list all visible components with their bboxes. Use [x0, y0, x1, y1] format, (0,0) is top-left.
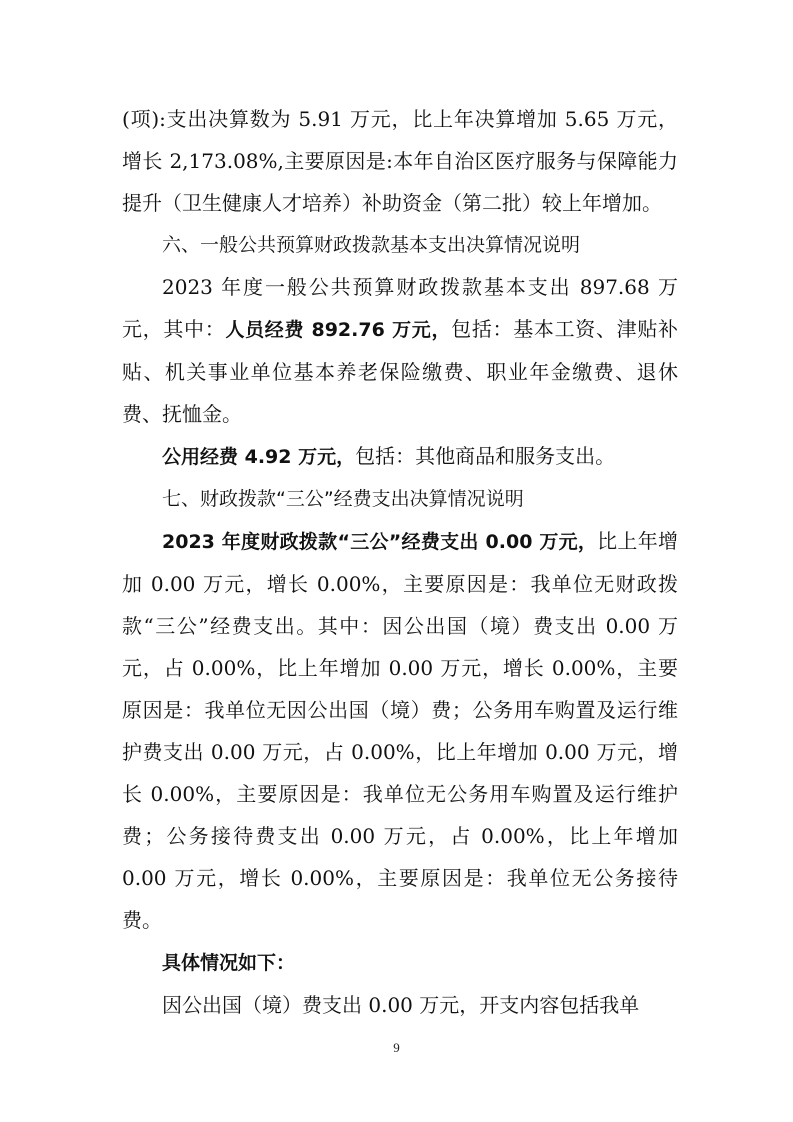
paragraph-three-public [122, 520, 678, 941]
paragraph-basic-expenditure [122, 266, 678, 435]
public-expense-bold: 公用经费 4.92 万元， [162, 446, 356, 468]
basic-expenditure-intro: 2023 年度一般公共预算财政拨款基本支出 897.68 万元，其中： [122, 275, 678, 341]
section-heading-7: 七、财政拨款“三公”经费支出决算情况说明 [162, 488, 524, 510]
paragraph-item-expense: (项):支出决算数为 5.91 万元，比上年决算增加 5.65 万元，增长 2,173.08%,主要原因是:本年自治区医疗服务与保障能力提升（卫生健康人才培养）补助资金（第二批）较上年增加。 [122, 107, 678, 215]
personnel-expense-detail: 包括：基本工资、津贴补贴、机关事业单位基本养老保险缴费、职业年金缴费、退休费、抚恤金。 [122, 317, 679, 426]
detail-heading-text: 具体情况如下： [162, 952, 296, 974]
section-heading-6: 六、一般公共预算财政拨款基本支出决算情况说明 [162, 234, 581, 256]
body-text [122, 98, 678, 1026]
three-public-bold: 2023 年度财政拨款“三公”经费支出 0.00 万元， [162, 531, 598, 553]
detail-heading [122, 941, 678, 984]
three-public-detail: 比上年增加 0.00 万元，增长 0.00%，主要原因是：我单位无财政拨款“三公”经费支出。其中：因公出国（境）费支出 0.00 万元，占 0.00%，比上年增加 0.00 万元，增长 0.00%，主要原因是：我单位无因公出国（境）费；公务用车购置及运行维护费支出 0.00 万元，占 0.00%，比上年增加 0.00 万元，增长 0.00%，主要原因是：我单位无公务用车购置及运行维护费；公务接待费支出 0.00 万元，占 0.00%，比上年增加 0.00 万元，增长 0.00%，主要原因是：我单位无公务接待费。 [122, 529, 678, 932]
page-number: 9 [393, 1040, 400, 1055]
paragraph-public-expense [122, 435, 678, 478]
public-expense-detail: 包括：其他商品和服务支出。 [355, 444, 616, 468]
personnel-expense-bold: 人员经费 892.76 万元， [225, 319, 452, 341]
paragraph-overseas-expense: 因公出国（境）费支出 0.00 万元，开支内容包括我单 [162, 993, 640, 1017]
